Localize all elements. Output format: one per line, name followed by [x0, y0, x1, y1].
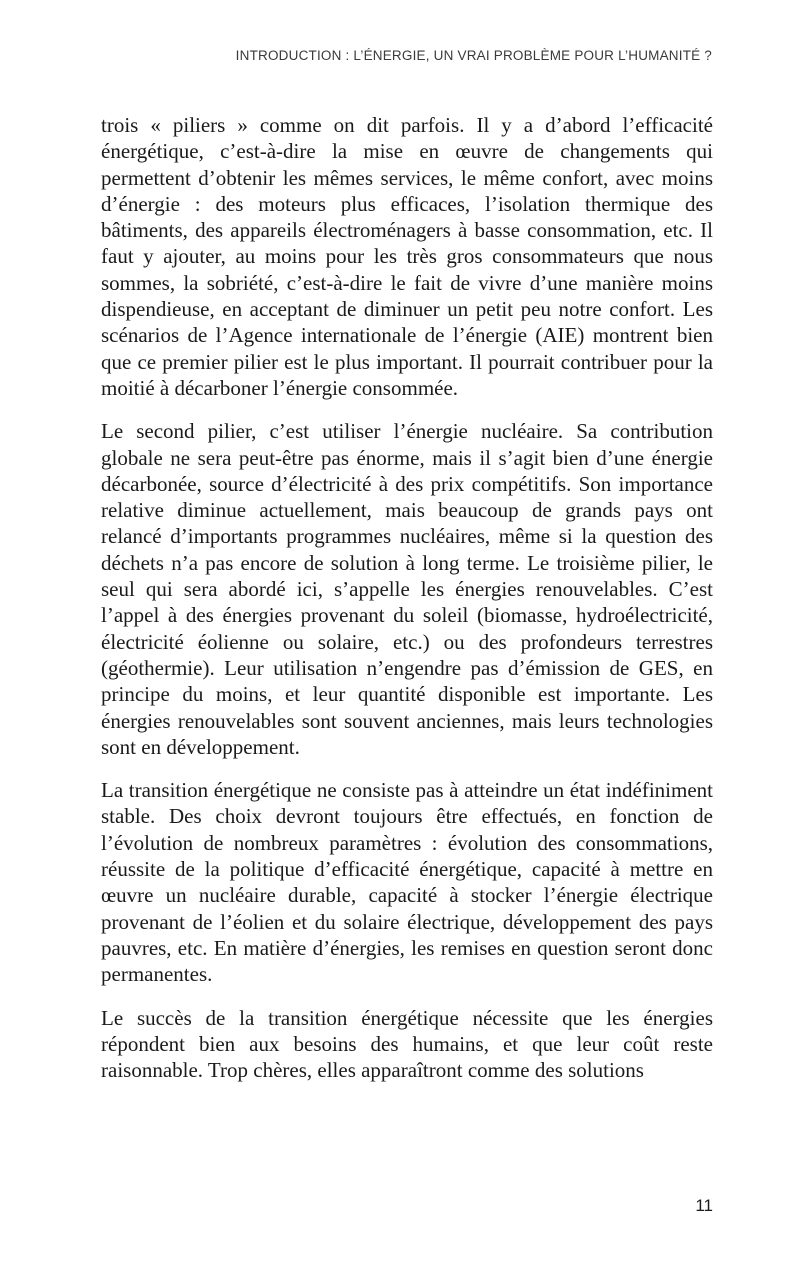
page-number: 11 [695, 1196, 713, 1215]
paragraph-3: La transition énergétique ne consiste pas à atteindre un état indéfiniment stable. Des choix devront toujours être effectués, en fonction de l’évolution de nombreux paramètres : évolution des consommations, réussite de la politique d’efficacité énergétique, capacité à mettre en œuvre un nucléaire durable, capacité à stocker l’énergie électrique provenant de l’éolien et du solaire électrique, développement des pays pauvres, etc. En matière d’énergies, les remises en question seront donc permanentes. [101, 778, 713, 987]
paragraph-2: Le second pilier, c’est utiliser l’énergie nucléaire. Sa contribution globale ne sera peut-être pas énorme, mais il s’agit bien d’une énergie décarbonée, source d’électricité à des prix compétitifs. Son importance relative diminue actuellement, mais beaucoup de grands pays ont relancé d’importants programmes nucléaires, même si la question des déchets n’a pas encore de solution à long terme. Le troisième pilier, le seul qui sera abordé ici, s’appelle les énergies renouvelables. C’est l’appel à des énergies provenant du soleil (biomasse, hydroélectricité, électricité éolienne ou solaire, etc.) ou des profondeurs terrestres (géothermie). Leur utilisation n’engendre pas d’émission de GES, en principe du moins, et leur quantité disponible est importante. Les énergies renouvelables sont souvent anciennes, mais leurs technologies sont en développement. [101, 419, 713, 759]
paragraph-4: Le succès de la transition énergétique nécessite que les énergies répondent bien aux besoins des humains, et que leur coût reste raisonnable. Trop chères, elles apparaîtront comme des solutions [101, 1005, 713, 1083]
paragraph-1: trois « piliers » comme on dit parfois. Il y a d’abord l’efficacité énergétique, c’est-à-dire la mise en œuvre de changements qui permettent d’obtenir les mêmes services, le même confort, avec moins d’énergie : des moteurs plus efficaces, l’isolation thermique des bâtiments, des appareils électroménagers à basse consommation, etc. Il faut y ajouter, au moins pour les très gros consommateurs que nous sommes, la sobriété, c’est-à-dire le fait de vivre d’une manière moins dispendieuse, en acceptant de diminuer un petit peu notre confort. Les scénarios de l’Agence internationale de l’énergie (AIE) montrent bien que ce premier pilier est le plus important. Il pourrait contribuer pour la moitié à décarboner l’énergie consommée. [101, 113, 713, 400]
body-text [101, 112, 713, 1083]
running-header: INTRODUCTION : L’ÉNERGIE, UN VRAI PROBLÈME POUR L’HUMANITÉ ? [235, 48, 712, 63]
